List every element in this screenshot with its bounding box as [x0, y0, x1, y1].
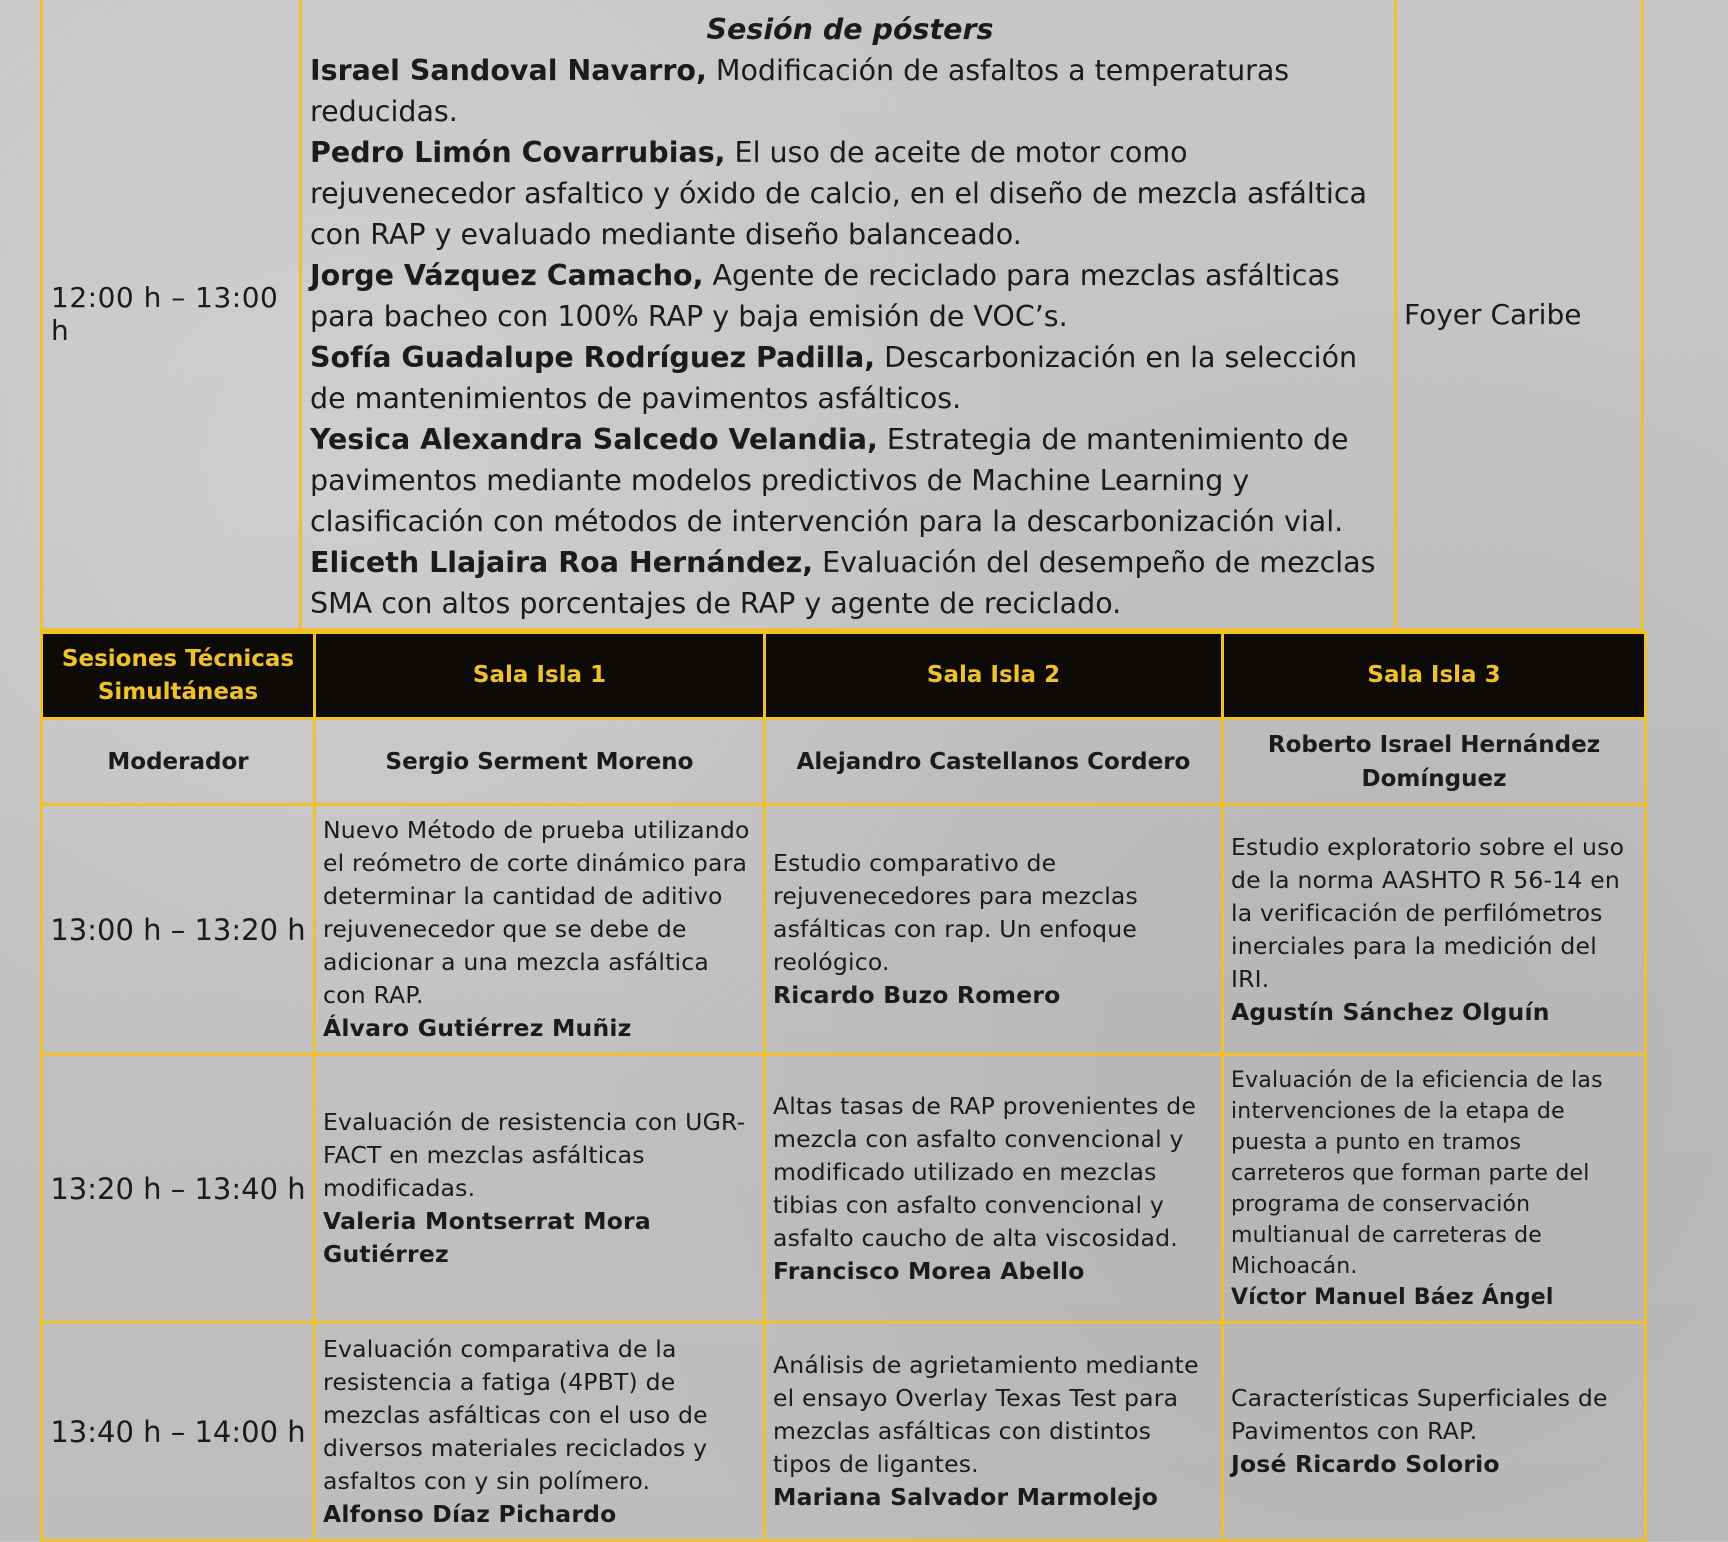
technical-sessions-table [40, 631, 1647, 1542]
room-header: Sala Isla 3 [1223, 633, 1646, 719]
poster-entry [310, 50, 1390, 132]
poster-entry [310, 255, 1390, 337]
talk-author: Francisco Morea Abello [773, 1256, 1085, 1285]
moderator-label: Moderador [42, 719, 315, 805]
talk-title: Estudio exploratorio sobre el uso de la norma AASHTO R 56-14 en la verificación de perfilómetros inerciales para la medición del IRI. [1231, 832, 1625, 993]
poster-session-place: Foyer Caribe [1404, 297, 1582, 331]
poster-entry [310, 419, 1390, 542]
session-slot-row [42, 805, 1646, 1055]
poster-author: Israel Sandoval Navarro, [310, 54, 707, 87]
talk-cell [1223, 1055, 1646, 1323]
talk-title: Características Superficiales de Pavimentos con RAP. [1231, 1384, 1608, 1445]
talk-author: Valeria Montserrat Mora Gutiérrez [323, 1207, 651, 1268]
talk-title: Evaluación de resistencia con UGR-FACT en mezclas asfálticas modificadas. [323, 1108, 746, 1202]
talk-author: Álvaro Gutiérrez Muñiz [323, 1014, 632, 1042]
poster-author: Pedro Limón Covarrubias, [310, 136, 726, 169]
talk-title: Evaluación de la eficiencia de las intervenciones de la etapa de puesta a punto en tramos carreteros que forman parte del programa de conservación multianual de carreteras de Michoacán. [1231, 1067, 1603, 1279]
talk-author: José Ricardo Solorio [1231, 1450, 1500, 1478]
poster-author: Yesica Alexandra Salcedo Velandia, [310, 423, 878, 456]
poster-entry [310, 542, 1390, 624]
moderator-name: Sergio Serment Moreno [315, 719, 765, 805]
poster-entry [310, 132, 1390, 255]
session-slot-row [42, 1323, 1646, 1541]
sessions-label: Sesiones Técnicas Simultáneas [42, 633, 315, 719]
slot-time: 13:20 h – 13:40 h [42, 1055, 315, 1323]
talk-cell [765, 1055, 1223, 1323]
talk-cell [315, 1323, 765, 1541]
talk-cell [765, 805, 1223, 1055]
poster-session-content [302, 0, 1397, 628]
room-header: Sala Isla 2 [765, 633, 1223, 719]
poster-session-time: 12:00 h – 13:00 h [43, 0, 302, 628]
moderator-row [42, 719, 1646, 805]
poster-author: Sofía Guadalupe Rodríguez Padilla, [310, 341, 876, 374]
poster-session-title: Sesión de pósters [706, 13, 994, 46]
poster-title: Agente de reciclado para mezclas asfálticas para bacheo con 100% RAP y baja emisión de VOC’s. [310, 259, 1340, 333]
talk-cell [765, 1323, 1223, 1541]
room-header: Sala Isla 1 [315, 633, 765, 719]
talk-title: Nuevo Método de prueba utilizando el reómetro de corte dinámico para determinar la cantidad de aditivo rejuvenecedor que se debe de adicionar a una mezcla asfáltica con RAP. [323, 816, 750, 1009]
talk-author: Agustín Sánchez Olguín [1231, 997, 1550, 1026]
talk-cell [315, 1055, 765, 1323]
poster-author: Eliceth Llajaira Roa Hernández, [310, 546, 814, 579]
talk-author: Alfonso Díaz Pichardo [323, 1499, 617, 1528]
poster-title: Descarbonización en la selección de mantenimientos de pavimentos asfálticos. [310, 341, 1358, 415]
poster-session-row [40, 0, 1644, 631]
slot-time: 13:00 h – 13:20 h [42, 805, 315, 1055]
talk-cell [1223, 805, 1646, 1055]
poster-title: El uso de aceite de motor como rejuvenecedor asfaltico y óxido de calcio, en el diseño de mezcla asfáltica con RAP y evaluado mediante diseño balanceado. [310, 136, 1367, 251]
session-slot-row [42, 1055, 1646, 1323]
talk-author: Víctor Manuel Báez Ángel [1231, 1284, 1554, 1310]
moderator-name: Alejandro Castellanos Cordero [765, 719, 1223, 805]
talk-title: Análisis de agrietamiento mediante el ensayo Overlay Texas Test para mezclas asfálticas con distintos tipos de ligantes. [773, 1351, 1199, 1478]
talk-title: Evaluación comparativa de la resistencia a fatiga (4PBT) de mezclas asfálticas con el uso de diversos materiales reciclados y asfaltos con y sin polímero. [323, 1334, 708, 1495]
talk-title: Altas tasas de RAP provenientes de mezcla con asfalto convencional y modificado utilizado en mezclas tibias con asfalto convencional y asfalto caucho de alta viscosidad. [773, 1091, 1196, 1252]
talk-author: Ricardo Buzo Romero [773, 981, 1061, 1009]
slot-time: 13:40 h – 14:00 h [42, 1323, 315, 1541]
poster-entry [310, 337, 1390, 419]
moderator-name: Roberto Israel Hernández Domínguez [1223, 719, 1646, 805]
poster-title: Evaluación del desempeño de mezclas SMA con altos porcentajes de RAP y agente de reciclado. [310, 546, 1376, 620]
talk-cell [315, 805, 765, 1055]
talk-cell [1223, 1323, 1646, 1541]
poster-title: Estrategia de mantenimiento de pavimentos mediante modelos predictivos de Machine Learning y clasificación con métodos de intervención para la descarbonización vial. [310, 423, 1349, 538]
talk-title: Estudio comparativo de rejuvenecedores para mezclas asfálticas con rap. Un enfoque reológico. [773, 849, 1138, 976]
poster-author: Jorge Vázquez Camacho, [310, 259, 704, 292]
poster-title: Modificación de asfaltos a temperaturas reducidas. [310, 54, 1290, 128]
talk-author: Mariana Salvador Marmolejo [773, 1483, 1159, 1511]
sessions-header-row [42, 633, 1646, 719]
